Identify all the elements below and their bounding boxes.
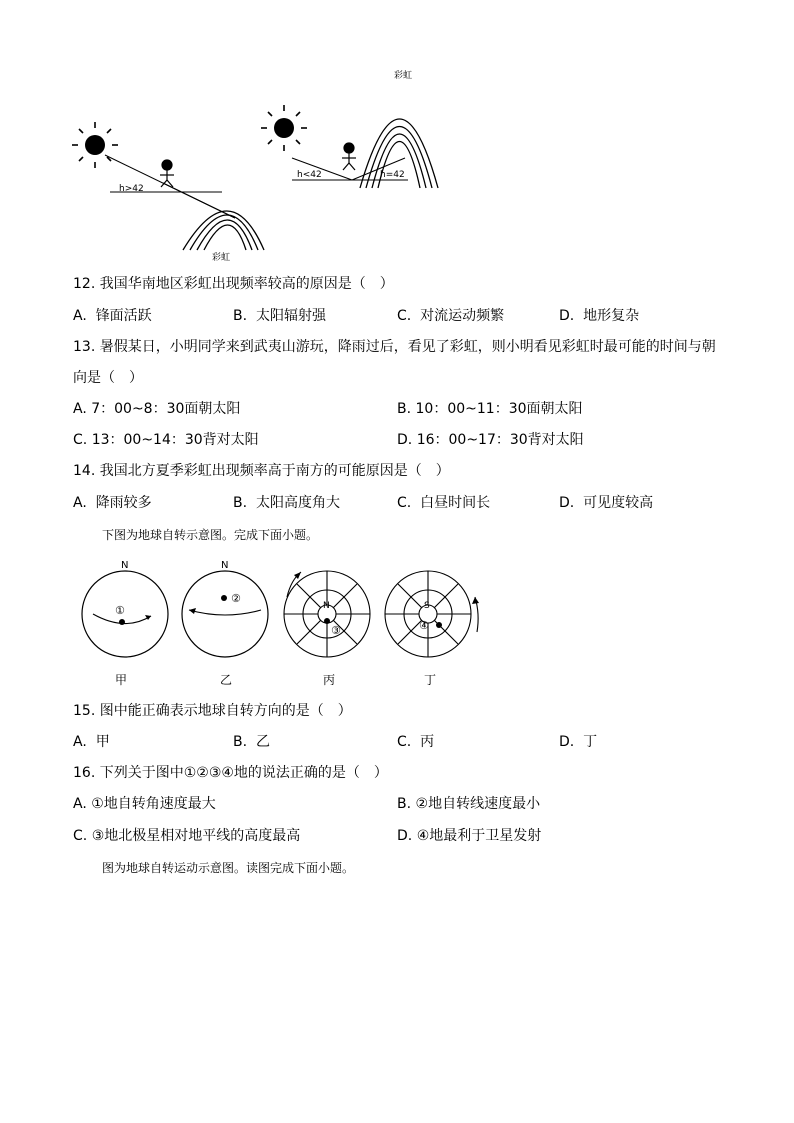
arrow-icon (189, 608, 196, 614)
option-15-a[interactable] (73, 732, 110, 752)
right-rainbow-label: 彩虹 (394, 71, 413, 81)
option-16-a[interactable] (73, 794, 216, 814)
option-letter: C. (397, 734, 412, 750)
panel-jia (82, 560, 168, 657)
question-number: 14. (73, 463, 96, 479)
question-13 (73, 337, 716, 357)
pole-label: N (323, 601, 330, 611)
question-13-continued: 向是（ ） (73, 370, 143, 386)
option-text: 16：00~17：30背对太阳 (416, 432, 584, 448)
option-12-d[interactable] (559, 306, 639, 326)
option-text: 地形复杂 (583, 308, 640, 324)
caption-bing: 丙 (323, 673, 336, 687)
question-number: 12. (73, 276, 96, 292)
option-text: 可见度较高 (583, 495, 654, 511)
option-text: 7：00~8：30面朝太阳 (91, 401, 241, 417)
option-letter: A. (73, 308, 87, 324)
option-letter: D. (559, 734, 575, 750)
option-letter: B. (233, 308, 248, 324)
option-text: 太阳高度角大 (255, 495, 340, 511)
question-number: 13. (73, 339, 96, 355)
option-letter: B. (397, 401, 412, 417)
option-12-a[interactable] (73, 306, 152, 326)
option-text: 白昼时间长 (420, 495, 491, 511)
left-angle-label: h>42 (119, 184, 144, 194)
option-text: ②地自转线速度最小 (415, 796, 541, 812)
caption-ding: 丁 (424, 673, 437, 687)
option-text: ③地北极星相对地平线的高度最高 (91, 828, 301, 844)
panel-ding (385, 571, 479, 657)
option-15-c[interactable] (397, 732, 434, 752)
option-14-a[interactable] (73, 493, 152, 513)
option-13-c[interactable] (73, 430, 259, 450)
question-12 (73, 274, 394, 294)
question-14 (73, 461, 450, 481)
option-12-b[interactable] (233, 306, 326, 326)
option-text: 丁 (583, 734, 598, 750)
earth-rotation-figure (75, 552, 495, 672)
option-letter: A. (73, 401, 87, 417)
caption-jia: 甲 (115, 673, 128, 687)
option-13-a[interactable] (73, 399, 240, 419)
option-letter: B. (233, 734, 248, 750)
option-text: ④地最利于卫星发射 (416, 828, 542, 844)
option-text: 13：00~14：30背对太阳 (91, 432, 259, 448)
option-letter: C. (73, 828, 88, 844)
question-number: 15. (73, 703, 96, 719)
option-letter: B. (397, 796, 412, 812)
option-13-d[interactable] (397, 430, 584, 450)
option-letter: D. (397, 828, 413, 844)
option-text: ①地自转角速度最大 (91, 796, 216, 812)
right-angle-left-label: h<42 (297, 170, 322, 180)
question-text: 暑假某日，小明同学来到武夷山游玩，降雨过后，看见了彩虹，则小明看见彩虹时最可能的时间与朝 (99, 339, 716, 355)
sun-icon (261, 105, 307, 151)
option-16-d[interactable] (397, 826, 541, 846)
option-letter: B. (233, 495, 248, 511)
point-label: ④ (419, 619, 429, 632)
option-13-b[interactable] (397, 399, 583, 419)
section-intro: 图为地球自转运动示意图。读图完成下面小题。 (102, 861, 355, 875)
option-letter: D. (397, 432, 413, 448)
option-letter: C. (397, 495, 412, 511)
option-letter: C. (73, 432, 88, 448)
panel-bing (284, 571, 370, 657)
point-label: ③ (331, 624, 341, 637)
pole-label: S (424, 601, 430, 611)
option-text: 太阳辐射强 (255, 308, 326, 324)
question-text: 图中能正确表示地球自转方向的是（ ） (99, 703, 352, 719)
option-15-d[interactable] (559, 732, 597, 752)
option-14-d[interactable] (559, 493, 653, 513)
rainbow-figure (60, 60, 480, 270)
sun-icon (72, 122, 118, 168)
option-16-c[interactable] (73, 826, 300, 846)
question-text: 下列关于图中①②③④地的说法正确的是（ ） (99, 765, 388, 781)
option-text: 甲 (95, 734, 110, 750)
panel-yi (182, 560, 268, 657)
option-text: 10：00~11：30面朝太阳 (415, 401, 583, 417)
right-rainbow-diagram (261, 105, 438, 188)
pole-label: N (221, 560, 229, 571)
caption-yi: 乙 (220, 673, 233, 687)
rainbow-arcs (183, 211, 264, 250)
question-text: 我国华南地区彩虹出现频率较高的原因是（ ） (99, 276, 394, 292)
arrow-icon (472, 597, 479, 604)
question-15 (73, 701, 352, 721)
left-rainbow-label: 彩虹 (212, 253, 231, 263)
option-letter: A. (73, 734, 87, 750)
point-marker (221, 595, 227, 601)
question-16 (73, 763, 388, 783)
option-letter: D. (559, 495, 575, 511)
section-intro: 下图为地球自转示意图。完成下面小题。 (102, 528, 319, 542)
question-text: 我国北方夏季彩虹出现频率高于南方的可能原因是（ ） (99, 463, 450, 479)
option-14-c[interactable] (397, 493, 490, 513)
option-text: 降雨较多 (95, 495, 152, 511)
pole-label: N (121, 560, 129, 571)
option-text: 乙 (255, 734, 270, 750)
point-marker (324, 618, 330, 624)
point-label: ② (231, 592, 241, 605)
option-letter: D. (559, 308, 575, 324)
person-icon (342, 143, 356, 170)
option-15-b[interactable] (233, 732, 270, 752)
option-text: 丙 (420, 734, 435, 750)
option-text: 锋面活跃 (95, 308, 152, 324)
point-marker (436, 622, 442, 628)
right-angle-right-label: h=42 (380, 170, 405, 180)
question-number: 16. (73, 765, 96, 781)
point-marker (119, 619, 125, 625)
point-label: ① (115, 604, 125, 617)
left-rainbow-diagram (72, 122, 264, 250)
option-letter: A. (73, 796, 87, 812)
option-text: 对流运动频繁 (420, 308, 505, 324)
option-14-b[interactable] (233, 493, 340, 513)
option-letter: A. (73, 495, 87, 511)
option-letter: C. (397, 308, 412, 324)
option-16-b[interactable] (397, 794, 540, 814)
option-12-c[interactable] (397, 306, 504, 326)
